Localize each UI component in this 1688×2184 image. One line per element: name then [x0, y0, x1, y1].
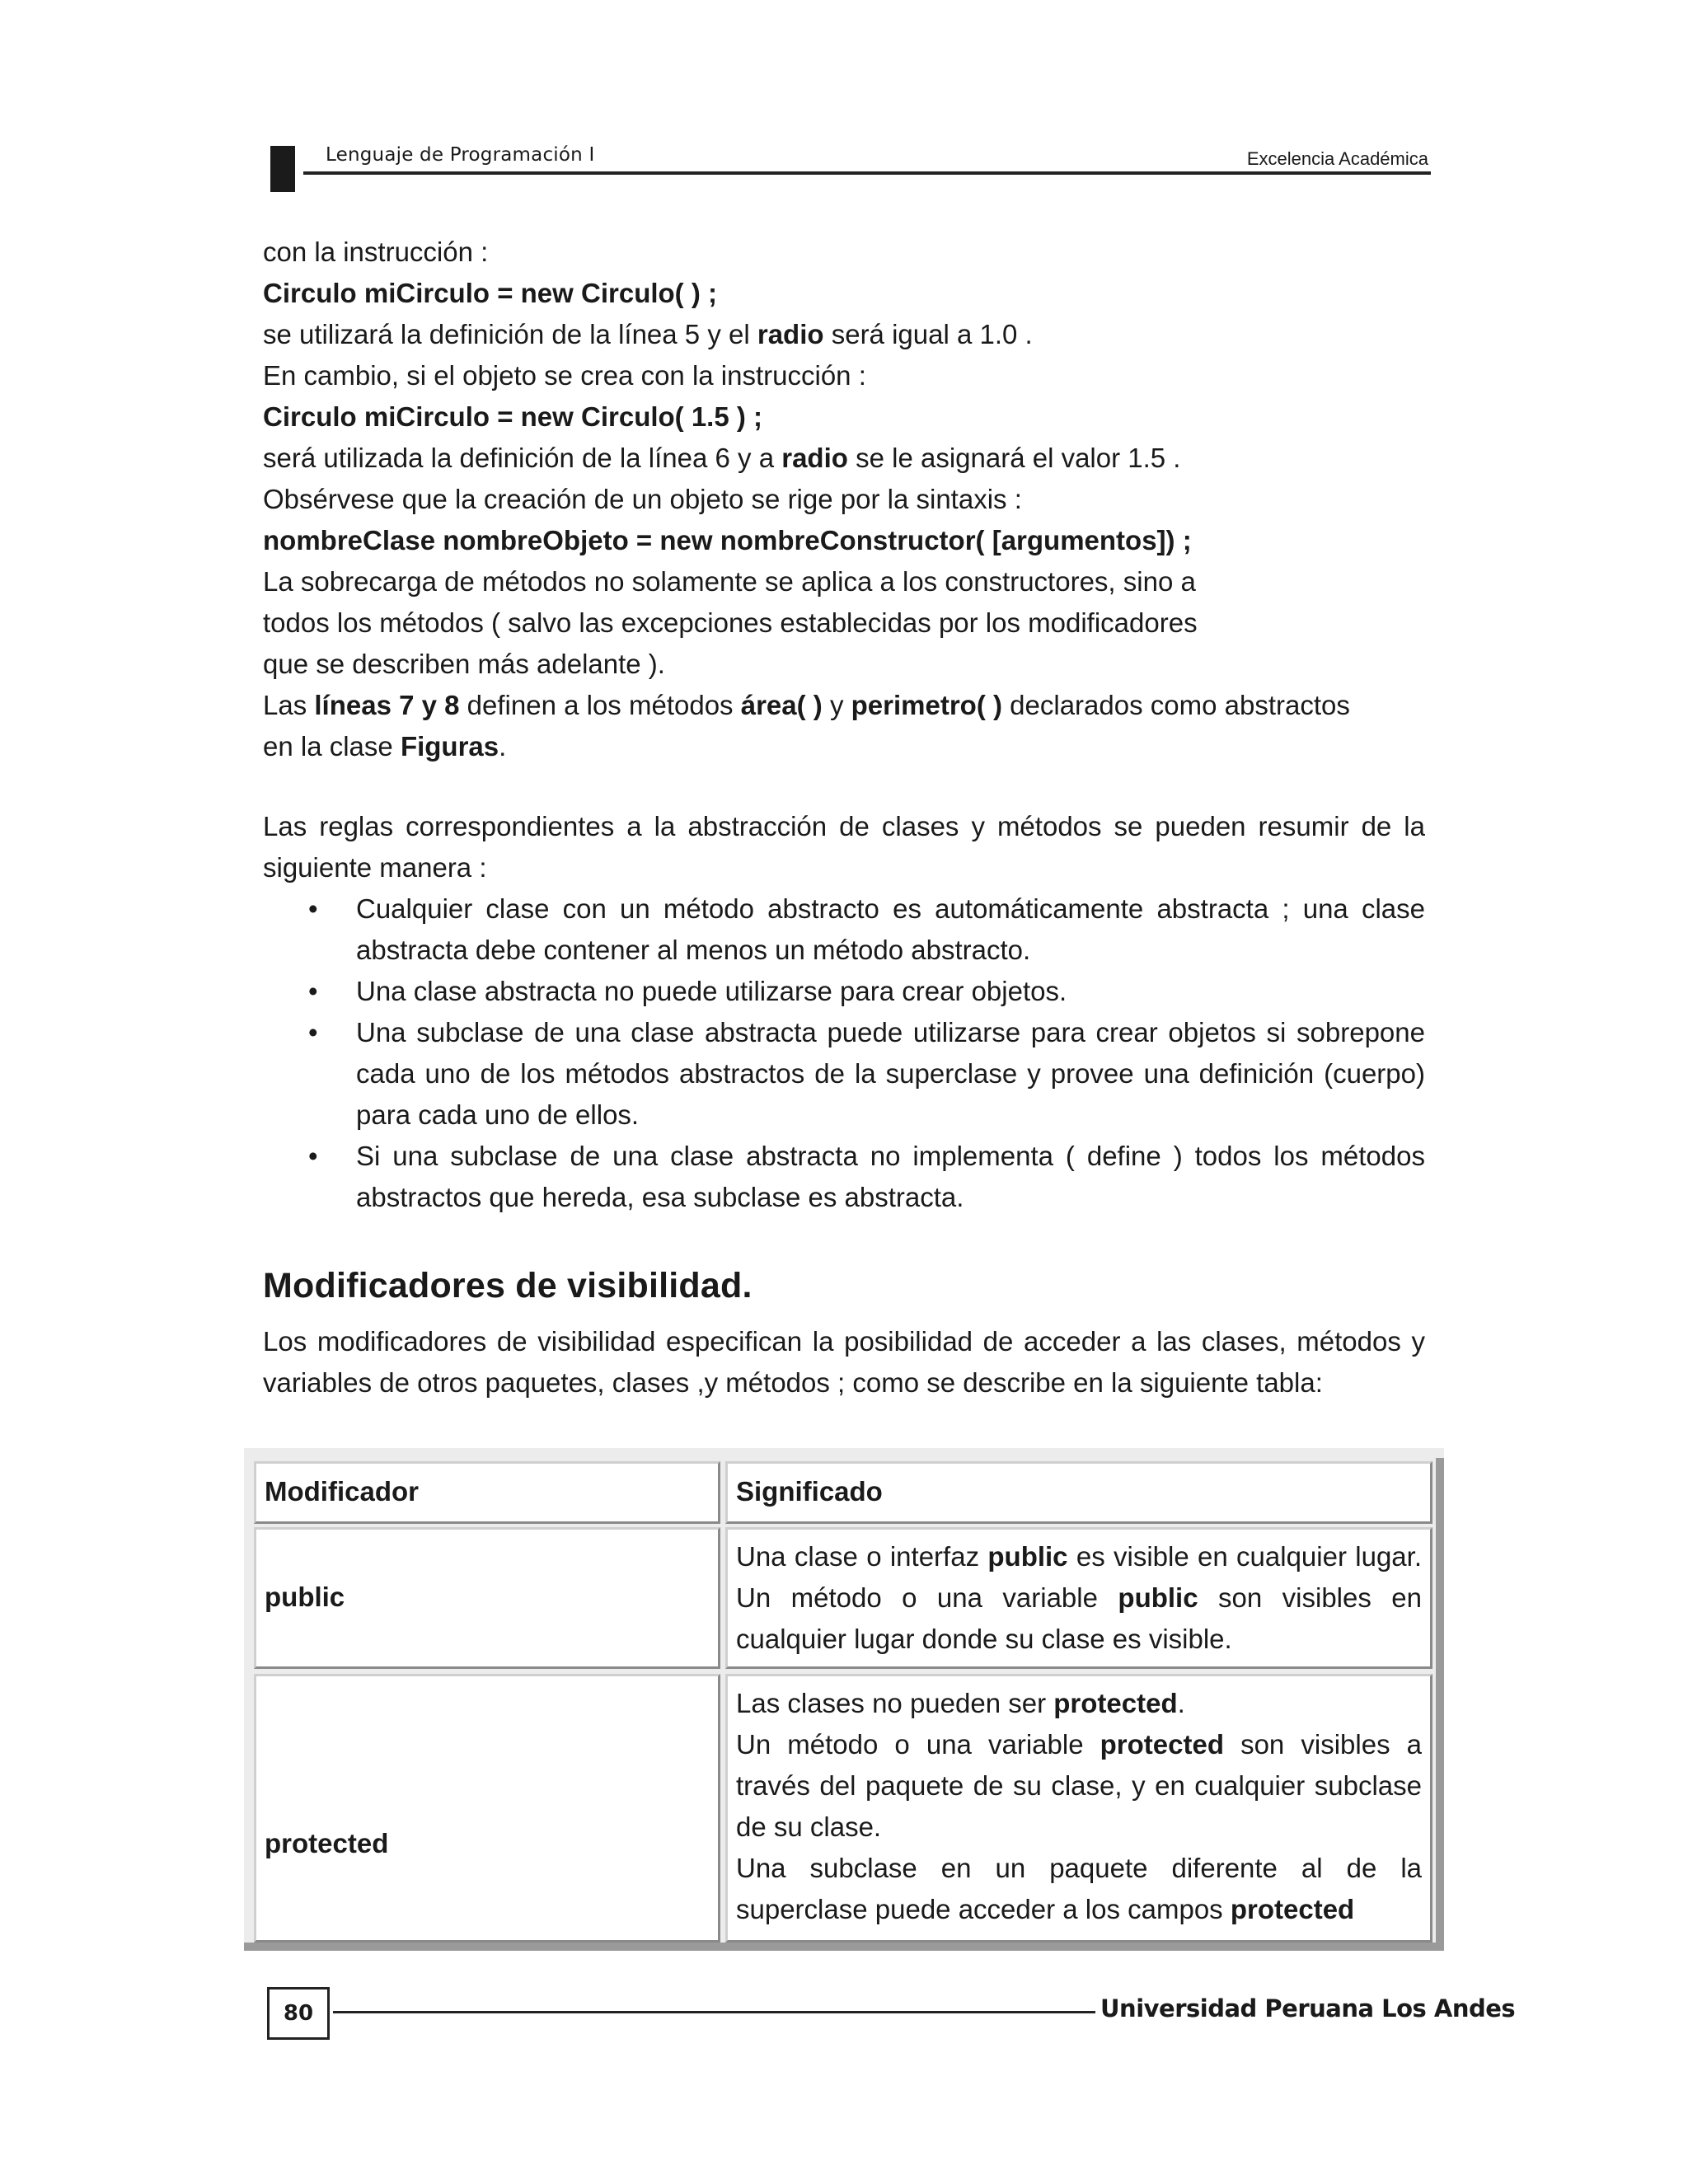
table-row — [725, 1527, 1432, 1669]
bold-term: protected — [1230, 1894, 1355, 1924]
text-run: . — [1177, 1688, 1185, 1718]
list-item-text: Una clase abstracta no puede utilizarse para crear objetos. — [356, 976, 1067, 1006]
meaning-public — [736, 1536, 1422, 1660]
list-item-text: Si una subclase de una clase abstracta no implementa ( define ) todos los métodos abstractos que hereda, esa subclase es abstracta. — [356, 1141, 1425, 1212]
intro-block — [263, 232, 1425, 767]
footer-rule — [333, 2011, 1095, 2013]
table-shadow — [1436, 1458, 1444, 1951]
table-header-modifier: Modificador — [265, 1476, 419, 1507]
footer-university: Universidad Peruana Los Andes — [1100, 1994, 1516, 2022]
list-item-text: Una subclase de una clase abstracta puede utilizarse para crear objetos si sobrepone cada uno de los métodos abstractos de la superclase y provee una definición (cuerpo) para cada uno de ellos. — [356, 1017, 1425, 1130]
bold-term: radio — [757, 319, 824, 349]
intro-line — [263, 314, 1425, 355]
rules-block — [263, 806, 1425, 1218]
header-rule — [303, 171, 1431, 175]
intro-line: que se describen más adelante ). — [263, 649, 665, 679]
intro-line: todos los métodos ( salvo las excepciones establecidas por los modificadores — [263, 607, 1198, 638]
meaning-protected — [736, 1683, 1422, 1930]
bold-term: perimetro( ) — [851, 690, 1002, 720]
text-run: son visibles a través del paquete de su clase, y en cualquier subclase de su clase. — [736, 1729, 1423, 1842]
table-header-cell — [254, 1461, 720, 1524]
bold-term: área( ) — [740, 690, 823, 720]
table-header-cell — [725, 1461, 1432, 1524]
bullet-icon: • — [308, 976, 318, 1006]
text-run: será utilizada la definición de la línea 6 y a — [263, 443, 782, 473]
text-run: Un método o una variable — [736, 1729, 1100, 1760]
section-intro: Los modificadores de visibilidad especifican la posibilidad de acceder a las clases, métodos y variables de otros paquetes, clases ,y métodos ; como se describe en la siguiente tabla: — [263, 1326, 1425, 1398]
header-tagline: Excelencia Académica — [1246, 148, 1428, 169]
intro-line — [263, 685, 1425, 726]
bold-term: protected — [1053, 1688, 1178, 1718]
rules-list — [263, 888, 1425, 1218]
header-course-title: Lenguaje de Programación I — [326, 144, 595, 166]
code-line: Circulo miCirculo = new Circulo( 1.5 ) ; — [263, 401, 763, 432]
syntax-line: nombreClase nombreObjeto = new nombreConstructor( [argumentos]) ; — [263, 525, 1192, 555]
text-run: Las — [263, 690, 315, 720]
intro-line: La sobrecarga de métodos no solamente se aplica a los constructores, sino a — [263, 566, 1196, 597]
table-row — [254, 1674, 720, 1943]
text-run: es visible en cualquier lugar. Un método o una variable — [736, 1541, 1422, 1613]
visibility-table — [244, 1448, 1444, 1951]
bold-term: public — [1118, 1582, 1198, 1613]
text-run: definen a los métodos — [459, 690, 741, 720]
meaning-line — [736, 1724, 1422, 1848]
text-run: Una subclase en un paquete diferente al de la superclase puede acceder a los campos — [736, 1853, 1422, 1924]
bold-term: líneas 7 y 8 — [314, 690, 460, 720]
bold-term: radio — [781, 443, 848, 473]
text-run: se le asignará el valor 1.5 . — [847, 443, 1181, 473]
text-run: Una clase o interfaz — [736, 1541, 988, 1572]
list-item — [263, 971, 1425, 1012]
intro-line: Obsérvese que la creación de un objeto se rige por la sintaxis : — [263, 484, 1022, 514]
page-number: 80 — [267, 1987, 330, 2040]
bold-term: protected — [1100, 1729, 1224, 1760]
intro-line — [263, 438, 1425, 479]
text-run: se utilizará la definición de la línea 5 y el — [263, 319, 757, 349]
text-run: . — [499, 731, 507, 762]
list-item — [263, 888, 1425, 971]
bullet-icon: • — [308, 893, 318, 924]
header-marker — [270, 146, 295, 192]
table-row — [725, 1674, 1432, 1943]
modifier-protected: protected — [265, 1828, 389, 1858]
intro-line: En cambio, si el objeto se crea con la instrucción : — [263, 360, 866, 391]
text-run: son visibles en cualquier lugar donde su clase es visible. — [736, 1582, 1422, 1654]
list-item — [263, 1012, 1425, 1136]
text-run: declarados como abstractos — [1001, 690, 1350, 720]
code-line: Circulo miCirculo = new Circulo( ) ; — [263, 278, 717, 308]
text-run: en la clase — [263, 731, 401, 762]
bold-term: public — [987, 1541, 1068, 1572]
modifier-public: public — [265, 1582, 345, 1612]
intro-line: con la instrucción : — [263, 237, 489, 267]
bullet-icon: • — [308, 1141, 318, 1171]
table-row — [254, 1527, 720, 1669]
bold-term: Figuras — [400, 731, 499, 762]
text-run: Las clases no pueden ser — [736, 1688, 1054, 1718]
text-run: y — [822, 690, 851, 720]
table-header-meaning: Significado — [736, 1476, 883, 1507]
text-run: será igual a 1.0 . — [823, 319, 1033, 349]
list-item-text: Cualquier clase con un método abstracto es automáticamente abstracta ; una clase abstracta debe contener al menos un método abstracto. — [356, 893, 1425, 965]
rules-intro: Las reglas correspondientes a la abstracción de clases y métodos se pueden resumir de la siguiente manera : — [263, 811, 1425, 883]
section-heading: Modificadores de visibilidad. — [263, 1266, 753, 1305]
table-shadow — [244, 1943, 1444, 1951]
meaning-line — [736, 1848, 1422, 1930]
intro-line — [263, 726, 1425, 767]
list-item — [263, 1136, 1425, 1218]
meaning-line — [736, 1683, 1422, 1724]
bullet-icon: • — [308, 1017, 318, 1047]
